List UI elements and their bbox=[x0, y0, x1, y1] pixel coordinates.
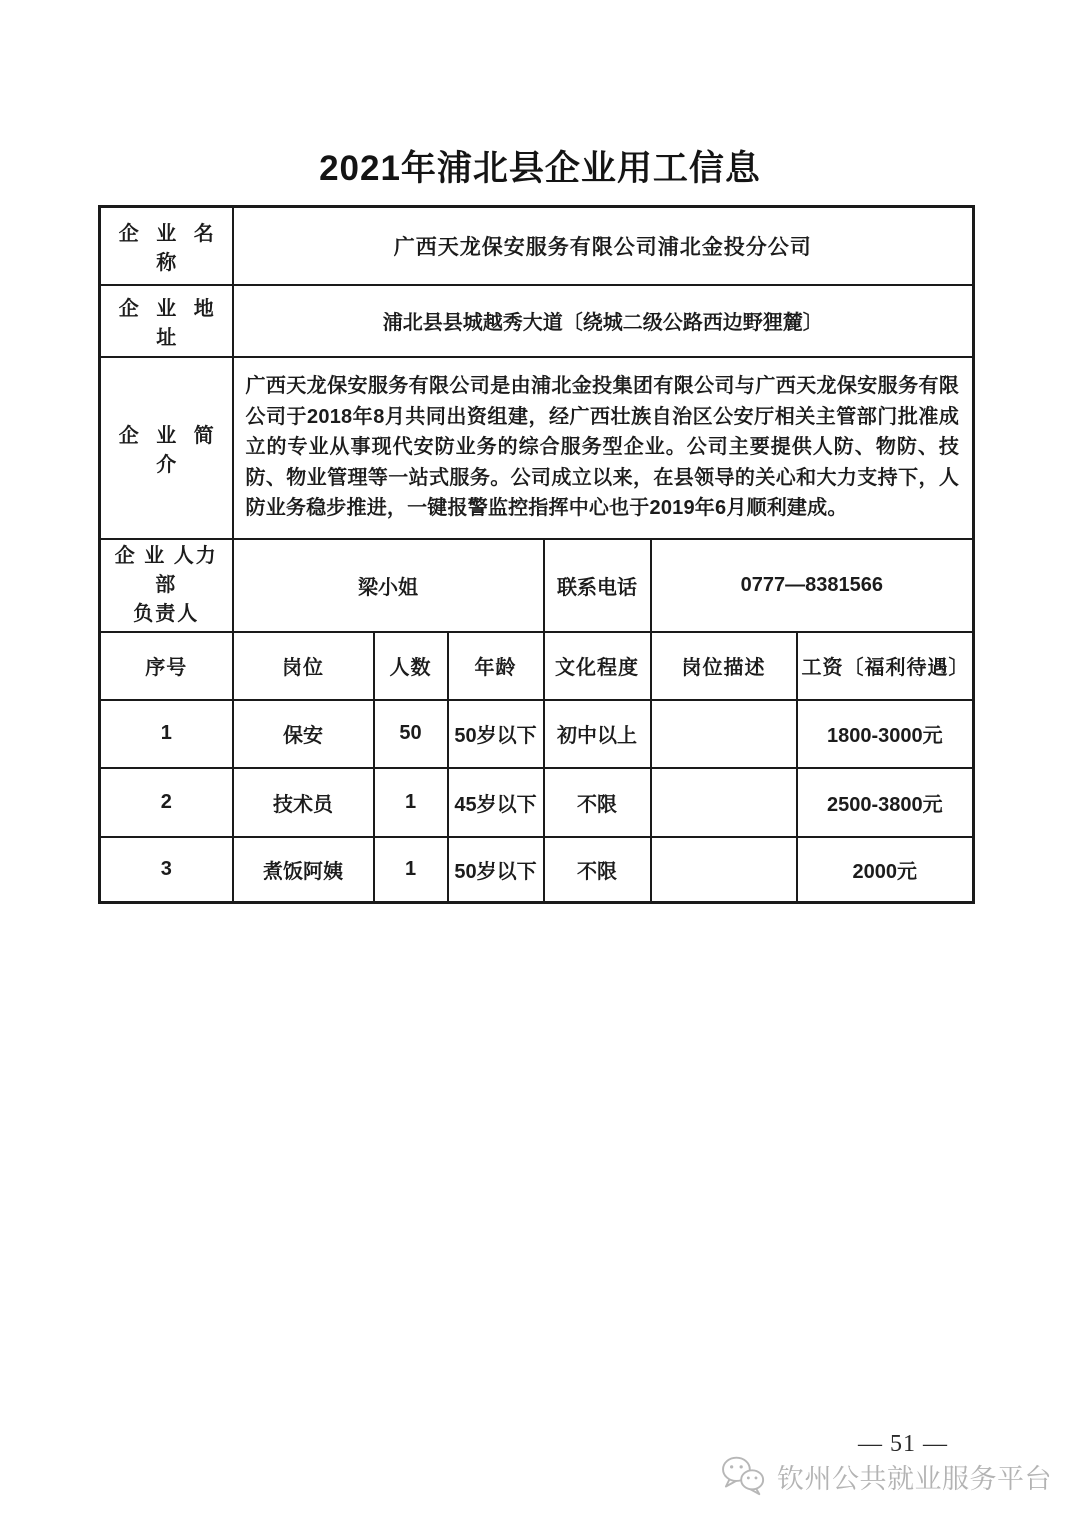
job-seq: 2 bbox=[100, 768, 233, 837]
company-profile-row bbox=[100, 357, 974, 539]
header-education: 文化程度 bbox=[544, 632, 651, 700]
jobs-header-row bbox=[100, 632, 974, 700]
company-profile-value: 广西天龙保安服务有限公司是由浦北金投集团有限公司与广西天龙保安服务有限公司于2018年8月共同出资组建，经广西壮族自治区公安厅相关主管部门批准成立的专业从事现代安防业务的综合服务型企业。公司主要提供人防、物防、技防、物业管理等一站式服务。公司成立以来，在县领导的关心和大力支持下，人防业务稳步推进，一键报警监控指挥中心也于2019年6月顺利建成。 bbox=[233, 357, 974, 539]
header-salary: 工资〔福利待遇〕 bbox=[797, 632, 974, 700]
phone-value: 0777—8381566 bbox=[651, 539, 974, 632]
job-salary: 1800-3000元 bbox=[797, 700, 974, 768]
company-name-label: 企 业 名 称 bbox=[100, 207, 233, 285]
hr-label-line2: 负责人 bbox=[133, 602, 200, 625]
footer-watermark bbox=[720, 1455, 1052, 1497]
company-address-row bbox=[100, 285, 974, 357]
job-education: 不限 bbox=[544, 837, 651, 903]
hr-contact-row bbox=[100, 539, 974, 632]
phone-label: 联系电话 bbox=[544, 539, 651, 632]
company-address-value: 浦北县县城越秀大道〔绕城二级公路西边野狸麓〕 bbox=[233, 285, 974, 357]
hr-name-value: 梁小姐 bbox=[233, 539, 544, 632]
job-salary: 2000元 bbox=[797, 837, 974, 903]
employment-info-table bbox=[98, 205, 975, 904]
job-row bbox=[100, 768, 974, 837]
hr-label bbox=[100, 539, 233, 632]
job-count: 50 bbox=[374, 700, 448, 768]
company-name-row bbox=[100, 207, 974, 285]
footer-brand-text: 钦州公共就业服务平台 bbox=[777, 1463, 1052, 1494]
job-education: 不限 bbox=[544, 768, 651, 837]
page-title: 2021年浦北县企业用工信息 bbox=[319, 149, 761, 188]
wechat-icon bbox=[720, 1455, 770, 1497]
job-salary: 2500-3800元 bbox=[797, 768, 974, 837]
job-count: 1 bbox=[374, 768, 448, 837]
company-name-value: 广西天龙保安服务有限公司浦北金投分公司 bbox=[233, 207, 974, 285]
job-row bbox=[100, 700, 974, 768]
header-age: 年龄 bbox=[448, 632, 544, 700]
page-number: — 51 — bbox=[858, 1431, 948, 1457]
job-seq: 1 bbox=[100, 700, 233, 768]
company-profile-label: 企 业 简 介 bbox=[100, 357, 233, 539]
header-post: 岗位 bbox=[233, 632, 374, 700]
header-count: 人数 bbox=[374, 632, 448, 700]
job-row bbox=[100, 837, 974, 903]
job-description bbox=[651, 700, 797, 768]
header-seq: 序号 bbox=[100, 632, 233, 700]
job-count: 1 bbox=[374, 837, 448, 903]
job-seq: 3 bbox=[100, 837, 233, 903]
job-post: 技术员 bbox=[233, 768, 374, 837]
job-age: 50岁以下 bbox=[448, 837, 544, 903]
job-description bbox=[651, 768, 797, 837]
hr-label-line1: 企 业 人力部 bbox=[114, 544, 218, 596]
job-age: 45岁以下 bbox=[448, 768, 544, 837]
job-post: 保安 bbox=[233, 700, 374, 768]
header-description: 岗位描述 bbox=[651, 632, 797, 700]
job-post: 煮饭阿姨 bbox=[233, 837, 374, 903]
job-education: 初中以上 bbox=[544, 700, 651, 768]
job-age: 50岁以下 bbox=[448, 700, 544, 768]
company-address-label: 企 业 地 址 bbox=[100, 285, 233, 357]
job-description bbox=[651, 837, 797, 903]
